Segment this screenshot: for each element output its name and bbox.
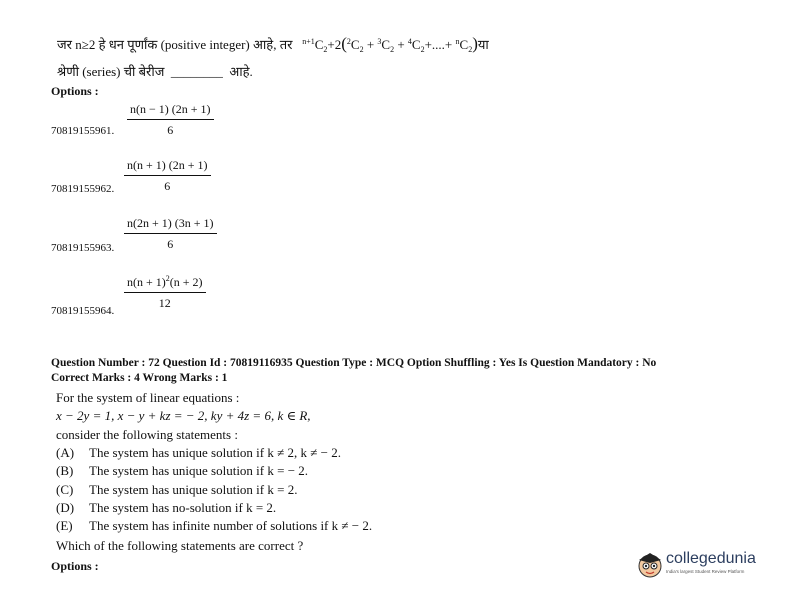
- option-3-numerator: n(2n + 1) (3n + 1): [124, 216, 217, 234]
- question-consider: consider the following statements :: [56, 427, 238, 442]
- logo-wordmark: collegedunia: [666, 550, 756, 567]
- answer-blank: ________: [170, 64, 223, 79]
- option-4-id: 70819155964.: [51, 305, 115, 317]
- option-4-numerator: $n(n + 1)^2(n + 2)$: [124, 275, 206, 293]
- question-meta-line-1: Question Number : 72 Question Id : 70819116935 Question Type : MCQ Option Shuffling : Yes Is Question Mandatory : No: [51, 357, 657, 369]
- statement-key: (D): [56, 500, 75, 515]
- statement-key: (C): [56, 482, 74, 497]
- options-label: Options :: [51, 84, 99, 98]
- question-line-2: [57, 62, 253, 80]
- collegedunia-logo: [636, 548, 766, 580]
- statement-text: The system has unique solution if k ≠ 2, k ≠ − 2.: [89, 445, 341, 460]
- options-label-2: Options :: [51, 559, 99, 573]
- option-2-numerator: n(n + 1) (2n + 1): [124, 158, 211, 176]
- statement-text: The system has infinite number of solutions if k ≠ − 2.: [89, 518, 373, 533]
- option-3-denominator: 6: [167, 237, 174, 251]
- statement-key: (B): [56, 463, 74, 478]
- statement-key: (E): [56, 518, 73, 533]
- logo-tagline: India's largest Student Review Platform: [666, 569, 745, 574]
- option-4-denominator: 12: [158, 296, 171, 310]
- option-2-fraction: [124, 158, 211, 194]
- series-sum-suffix: आहे.: [229, 64, 253, 79]
- statement-text: The system has unique solution if k = − 2.: [89, 463, 309, 478]
- series-expression: $^{n+1}C_2+2(^2C_2 + ^3C_2 + ^4C_2+....+$ $^nC_2)या$: [302, 34, 489, 54]
- statement-e: [56, 518, 372, 534]
- option-4-fraction: [124, 275, 206, 311]
- statement-d: [56, 500, 276, 516]
- option-2-denominator: 6: [164, 179, 171, 193]
- option-1-id: 70819155961.: [51, 125, 115, 137]
- statement-b: [56, 463, 308, 479]
- option-2-id: 70819155962.: [51, 183, 115, 195]
- question-prompt: Which of the following statements are correct ?: [56, 538, 304, 553]
- option-1-numerator: n(n − 1) (2n + 1): [127, 102, 214, 120]
- option-1-denominator: 6: [167, 123, 174, 137]
- series-sum-text: श्रेणी (series) ची बेरीज: [57, 64, 165, 79]
- question-intro: For the system of linear equations :: [56, 390, 240, 405]
- question-equations: x − 2y = 1, x − y + kz = − 2, ky + 4z = 6, k ∈ R,: [56, 408, 311, 423]
- statement-a: [56, 445, 341, 461]
- question-text-prefix: जर n≥2 हे धन पूर्णांक (positive integer) आहे, तर: [57, 37, 293, 52]
- question-meta-line-2: Correct Marks : 4 Wrong Marks : 1: [51, 372, 228, 384]
- option-1-fraction: [127, 102, 214, 138]
- statement-key: (A): [56, 445, 75, 460]
- mascot-icon: [636, 548, 664, 580]
- statement-text: The system has no-solution if k = 2.: [89, 500, 277, 515]
- statement-text: The system has unique solution if k = 2.: [89, 482, 298, 497]
- statement-c: [56, 482, 297, 498]
- option-3-id: 70819155963.: [51, 242, 115, 254]
- option-3-fraction: [124, 216, 217, 252]
- question-line-1: [57, 34, 489, 54]
